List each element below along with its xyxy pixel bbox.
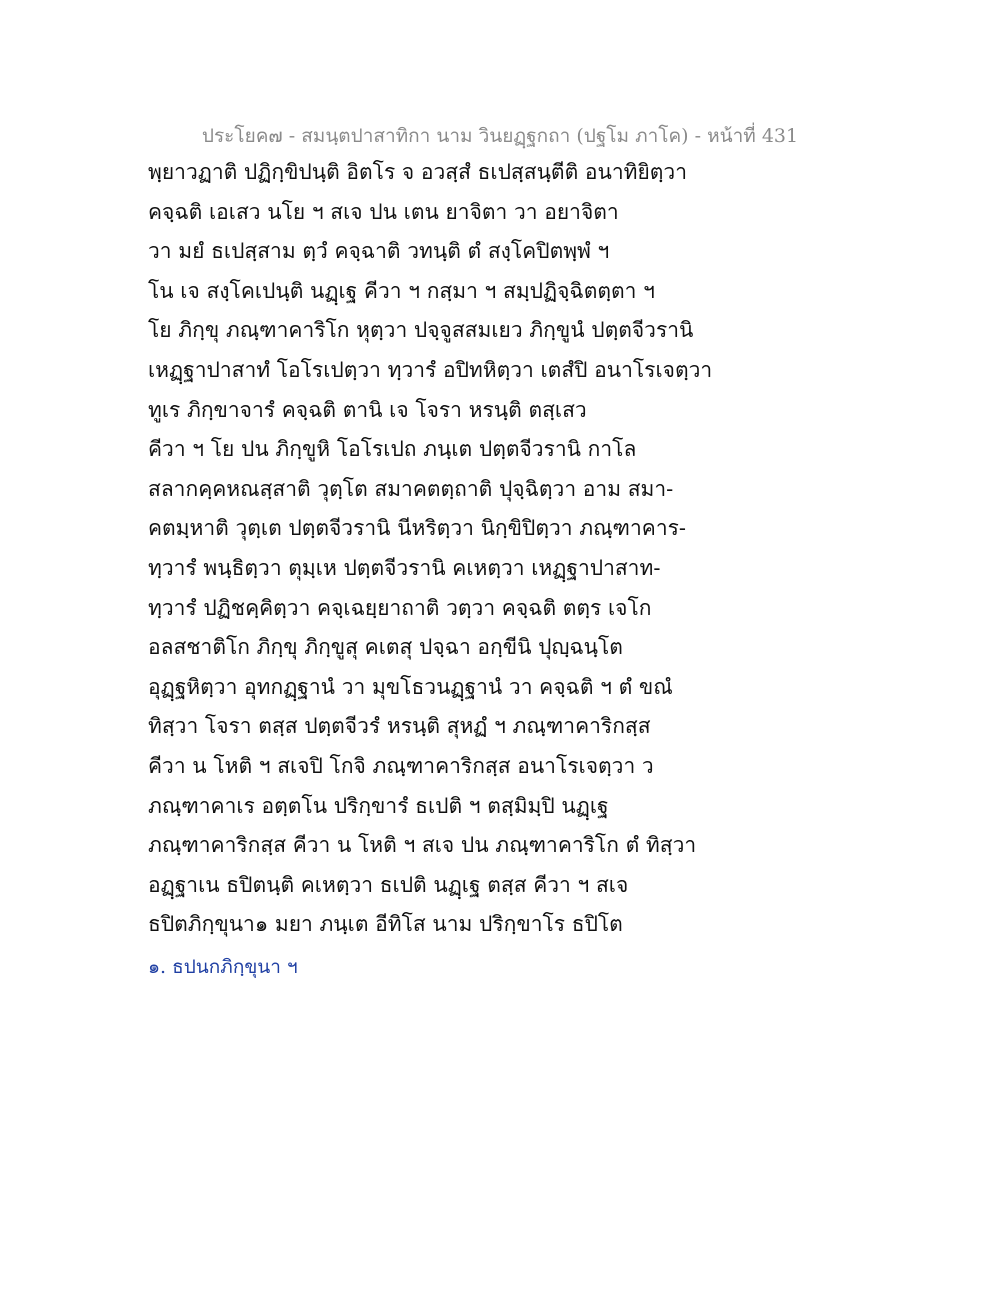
text-line: วา มยํ ธเปสฺสาม ตฺวํ คจฺฉาติ วทนฺติ ตํ สงฺโคปิตพฺพํ ฯ <box>148 239 610 264</box>
text-line: ภณฺฑาคาริกสฺส คีวา น โหติ ฯ สเจ ปน ภณฺฑาคาริโก ตํ ทิสฺวา <box>148 833 697 858</box>
text-line: คจฺฉติ เอเสว นโย ฯ สเจ ปน เตน ยาจิตา วา อยาจิตา <box>148 199 619 224</box>
text-line: อฏฺฐาเน ธปิตนฺติ คเหตฺวา ธเปติ นฏฺเฐ ตสฺส คีวา ฯ สเจ <box>148 872 629 897</box>
text-line: ทฺวารํ พนฺธิตฺวา ตุมฺเห ปตฺตจีวรานิ คเหตฺวา เหฏฺฐาปาสาท- <box>148 555 661 580</box>
text-line: โน เจ สงฺโคเปนฺติ นฏฺเฐ คีวา ฯ กสฺมา ฯ สมฺปฏิจฺฉิตตฺตา ฯ <box>148 278 655 303</box>
text-line: อุฏฺฐหิตฺวา อุทกฏฺฐานํ วา มุขโธวนฏฺฐานํ วา คจฺฉติ ฯ ตํ ขณํ <box>148 674 673 699</box>
text-line: เหฏฺฐาปาสาทํ โอโรเปตฺวา ทฺวารํ อปิทหิตฺวา เตสํปิ อนาโรเจตฺวา <box>148 357 713 382</box>
body-text <box>148 153 713 945</box>
text-line: ทิสฺวา โจรา ตสฺส ปตฺตจีวรํ หรนฺติ สุหฏํ ฯ ภณฺฑาคาริกสฺส <box>148 714 651 739</box>
text-line: โย ภิกฺขุ ภณฺฑาคาริโก หุตฺวา ปจฺจูสสมเยว ภิกฺขูนํ ปตฺตจีวรานิ <box>148 318 694 343</box>
text-line: ทฺวารํ ปฏิชคฺคิตฺวา คจฺเฉยฺยาถาติ วตฺวา คจฺฉติ ตตฺร เจโก <box>148 595 652 620</box>
page-header: ประโยค๗ - สมนฺตปาสาทิกา นาม วินยฏฺฐกถา (ปฐโม ภาโค) - หน้าที่ 431 <box>201 125 799 147</box>
text-line: คีวา น โหติ ฯ สเจปิ โกจิ ภณฺฑาคาริกสฺส อนาโรเจตฺวา ว <box>148 753 654 778</box>
text-line: คีวา ฯ โย ปน ภิกฺขูหิ โอโรเปถ ภนฺเต ปตฺตจีวรานิ กาโล <box>148 437 637 462</box>
text-line: พฺยาวฏาติ ปฏิกฺขิปนฺติ อิตโร จ อวสฺสํ ธเปสฺสนฺตีติ อนาทิยิตฺวา <box>148 160 688 184</box>
text-line: สลากคฺคหณสฺสาติ วุตฺโต สมาคตตฺถาติ ปุจฺฉิตฺวา อาม สมา- <box>148 476 674 501</box>
text-line: ภณฺฑาคาเร อตฺตโน ปริกฺขารํ ธเปติ ฯ ตสฺมิมฺปิ นฏฺเฐ <box>148 793 609 818</box>
text-line: อลสชาติโก ภิกฺขุ ภิกฺขูสุ คเตสุ ปจฺฉา อกฺขีนิ ปุญฺฉนฺโต <box>148 635 623 660</box>
text-line: ทูเร ภิกฺขาจารํ คจฺฉติ ตานิ เจ โจรา หรนฺติ ตสฺเสว <box>148 397 587 422</box>
text-line: ธปิตภิกฺขุนา๑ มยา ภนฺเต อีทิโส นาม ปริกฺขาโร ธปิโต <box>148 912 623 937</box>
footnote: ๑. ธปนกภิกฺขุนา ฯ <box>148 956 298 978</box>
text-line: คตมฺหาติ วุตฺเต ปตฺตจีวรานิ นีหริตฺวา นิกฺขิปิตฺวา ภณฺฑาคาร- <box>148 516 686 541</box>
